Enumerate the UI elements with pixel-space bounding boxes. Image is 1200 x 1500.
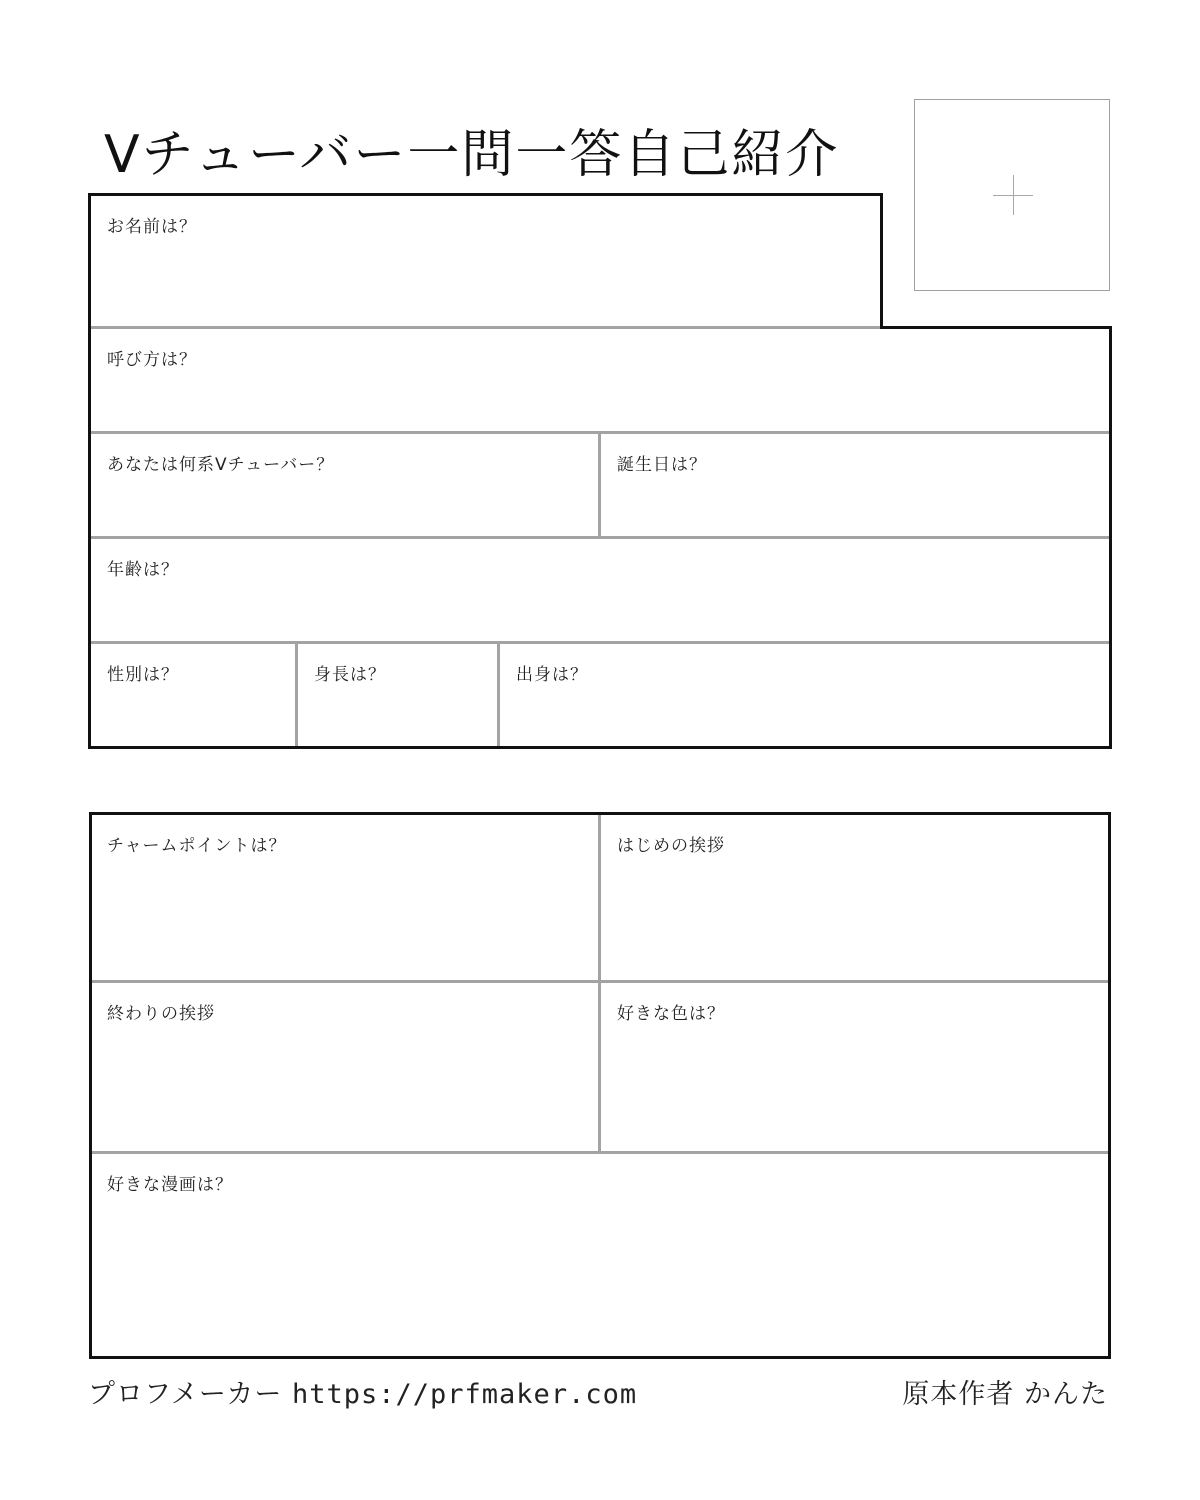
charm-point-label: チャームポイントは？ (107, 836, 287, 856)
page-title: Vチューバー一問一答自己紹介 (104, 125, 840, 185)
hometown-label: 出身は？ (516, 665, 588, 685)
name-label: お名前は？ (107, 217, 197, 237)
charm-point-field[interactable] (91, 815, 598, 980)
vtuber-type-label: あなたは何系Vチューバー？ (107, 455, 335, 475)
favorite-color-label: 好きな色は？ (617, 1004, 725, 1024)
birthday-label: 誕生日は？ (617, 455, 707, 475)
closing-greeting-label: 終わりの挨拶 (107, 1004, 215, 1024)
height-label: 身長は？ (314, 665, 386, 685)
favorite-manga-label: 好きな漫画は？ (107, 1175, 233, 1195)
footer-brand-name: プロフメーカー (88, 1379, 283, 1410)
hometown-field[interactable] (500, 644, 1109, 746)
nickname-label: 呼び方は？ (107, 350, 197, 370)
opening-greeting-label: はじめの挨拶 (617, 836, 725, 856)
age-label: 年齢は？ (107, 560, 179, 580)
opening-greeting-field[interactable] (601, 815, 1108, 980)
birthday-field[interactable] (601, 434, 1109, 536)
age-field[interactable] (91, 539, 1109, 641)
gender-label: 性別は？ (107, 665, 179, 685)
footer-brand (88, 1372, 637, 1411)
favorite-manga-field[interactable] (91, 1154, 1108, 1356)
nickname-field[interactable] (91, 329, 1109, 431)
height-field[interactable] (298, 644, 497, 746)
vtuber-type-field[interactable] (91, 434, 598, 536)
favorite-color-field[interactable] (601, 983, 1108, 1151)
name-field[interactable] (91, 196, 880, 326)
gender-field[interactable] (91, 644, 295, 746)
footer-url-link[interactable]: https://prfmaker.com (291, 1379, 638, 1410)
footer-credit: 原本作者 かんた (902, 1379, 1108, 1410)
closing-greeting-field[interactable] (91, 983, 598, 1151)
